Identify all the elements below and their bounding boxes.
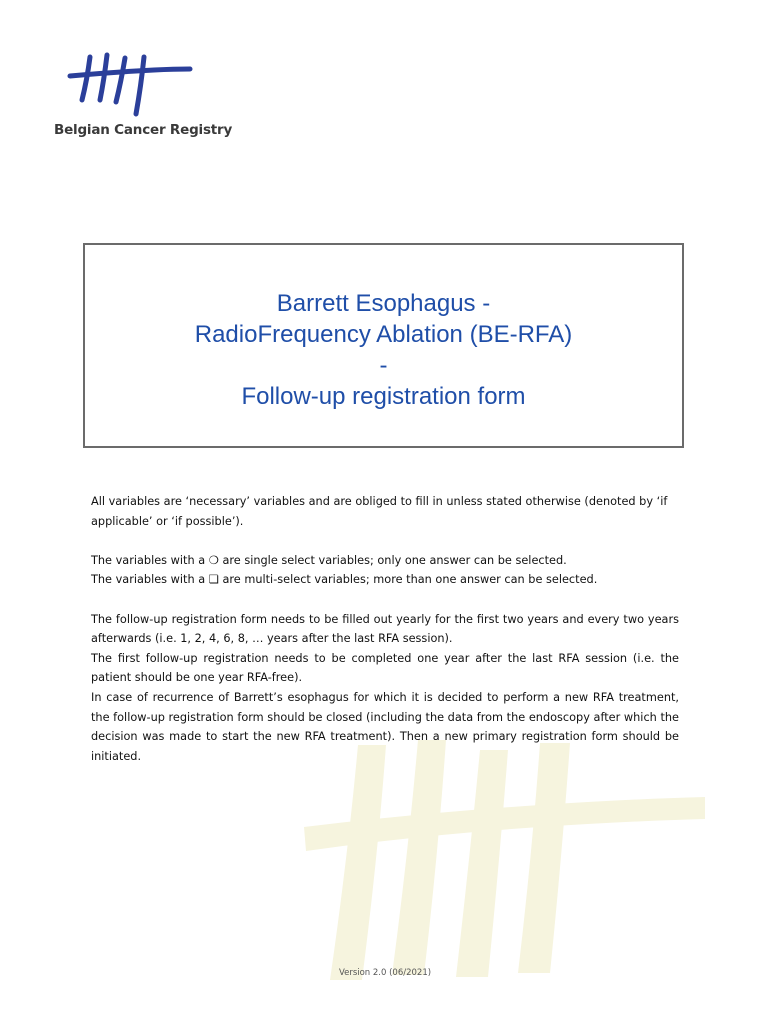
watermark-logo-icon	[300, 735, 710, 985]
multi-select-prefix: The variables with a	[91, 573, 206, 587]
multi-select-note	[91, 570, 679, 590]
intro-paragraph: All variables are ‘necessary’ variables and are obliged to fill in unless stated otherwise (denoted by ‘if applicable’ or ‘if possible’).	[91, 495, 668, 528]
single-select-note	[91, 551, 679, 571]
title-box	[83, 243, 684, 448]
registry-logo-icon	[54, 52, 194, 118]
registry-logo	[54, 52, 233, 138]
version-footer: Version 2.0 (06/2021)	[338, 968, 432, 978]
title-line-1: Barrett Esophagus -	[276, 290, 491, 317]
recurrence-paragraph: In case of recurrence of Barrett’s esophagus for which it is decided to perform a new RFA treatment, the follow-up registration form should be closed (including the data from the endoscopy after which the decision was made to start the new RFA treatment). Then a new primary registration form should be initiated.	[91, 690, 679, 763]
checkbox-square-icon: ❏	[208, 573, 219, 587]
logo-text: Belgian Cancer Registry	[54, 122, 233, 138]
watermark-logo	[300, 735, 710, 985]
title-line-4: Follow-up registration form	[241, 383, 526, 410]
title-line-3: -	[379, 352, 388, 379]
single-select-prefix: The variables with a	[91, 553, 206, 567]
instructions-content	[91, 492, 679, 766]
followup-frequency-paragraph: The follow-up registration form needs to be filled out yearly for the first two years and every two years afterwards (i.e. 1, 2, 4, 6, 8, … years after the last RFA session).	[91, 612, 679, 646]
first-followup-paragraph: The first follow-up registration needs to be completed one year after the last RFA session (i.e. the patient should be one year RFA-free).	[91, 651, 679, 685]
title-line-2: RadioFrequency Ablation (BE-RFA)	[194, 321, 573, 348]
multi-select-suffix: are multi-select variables; more than one answer can be selected.	[222, 573, 598, 587]
single-select-suffix: are single select variables; only one answer can be selected.	[222, 553, 567, 567]
radio-circle-icon: ❍	[208, 553, 219, 567]
